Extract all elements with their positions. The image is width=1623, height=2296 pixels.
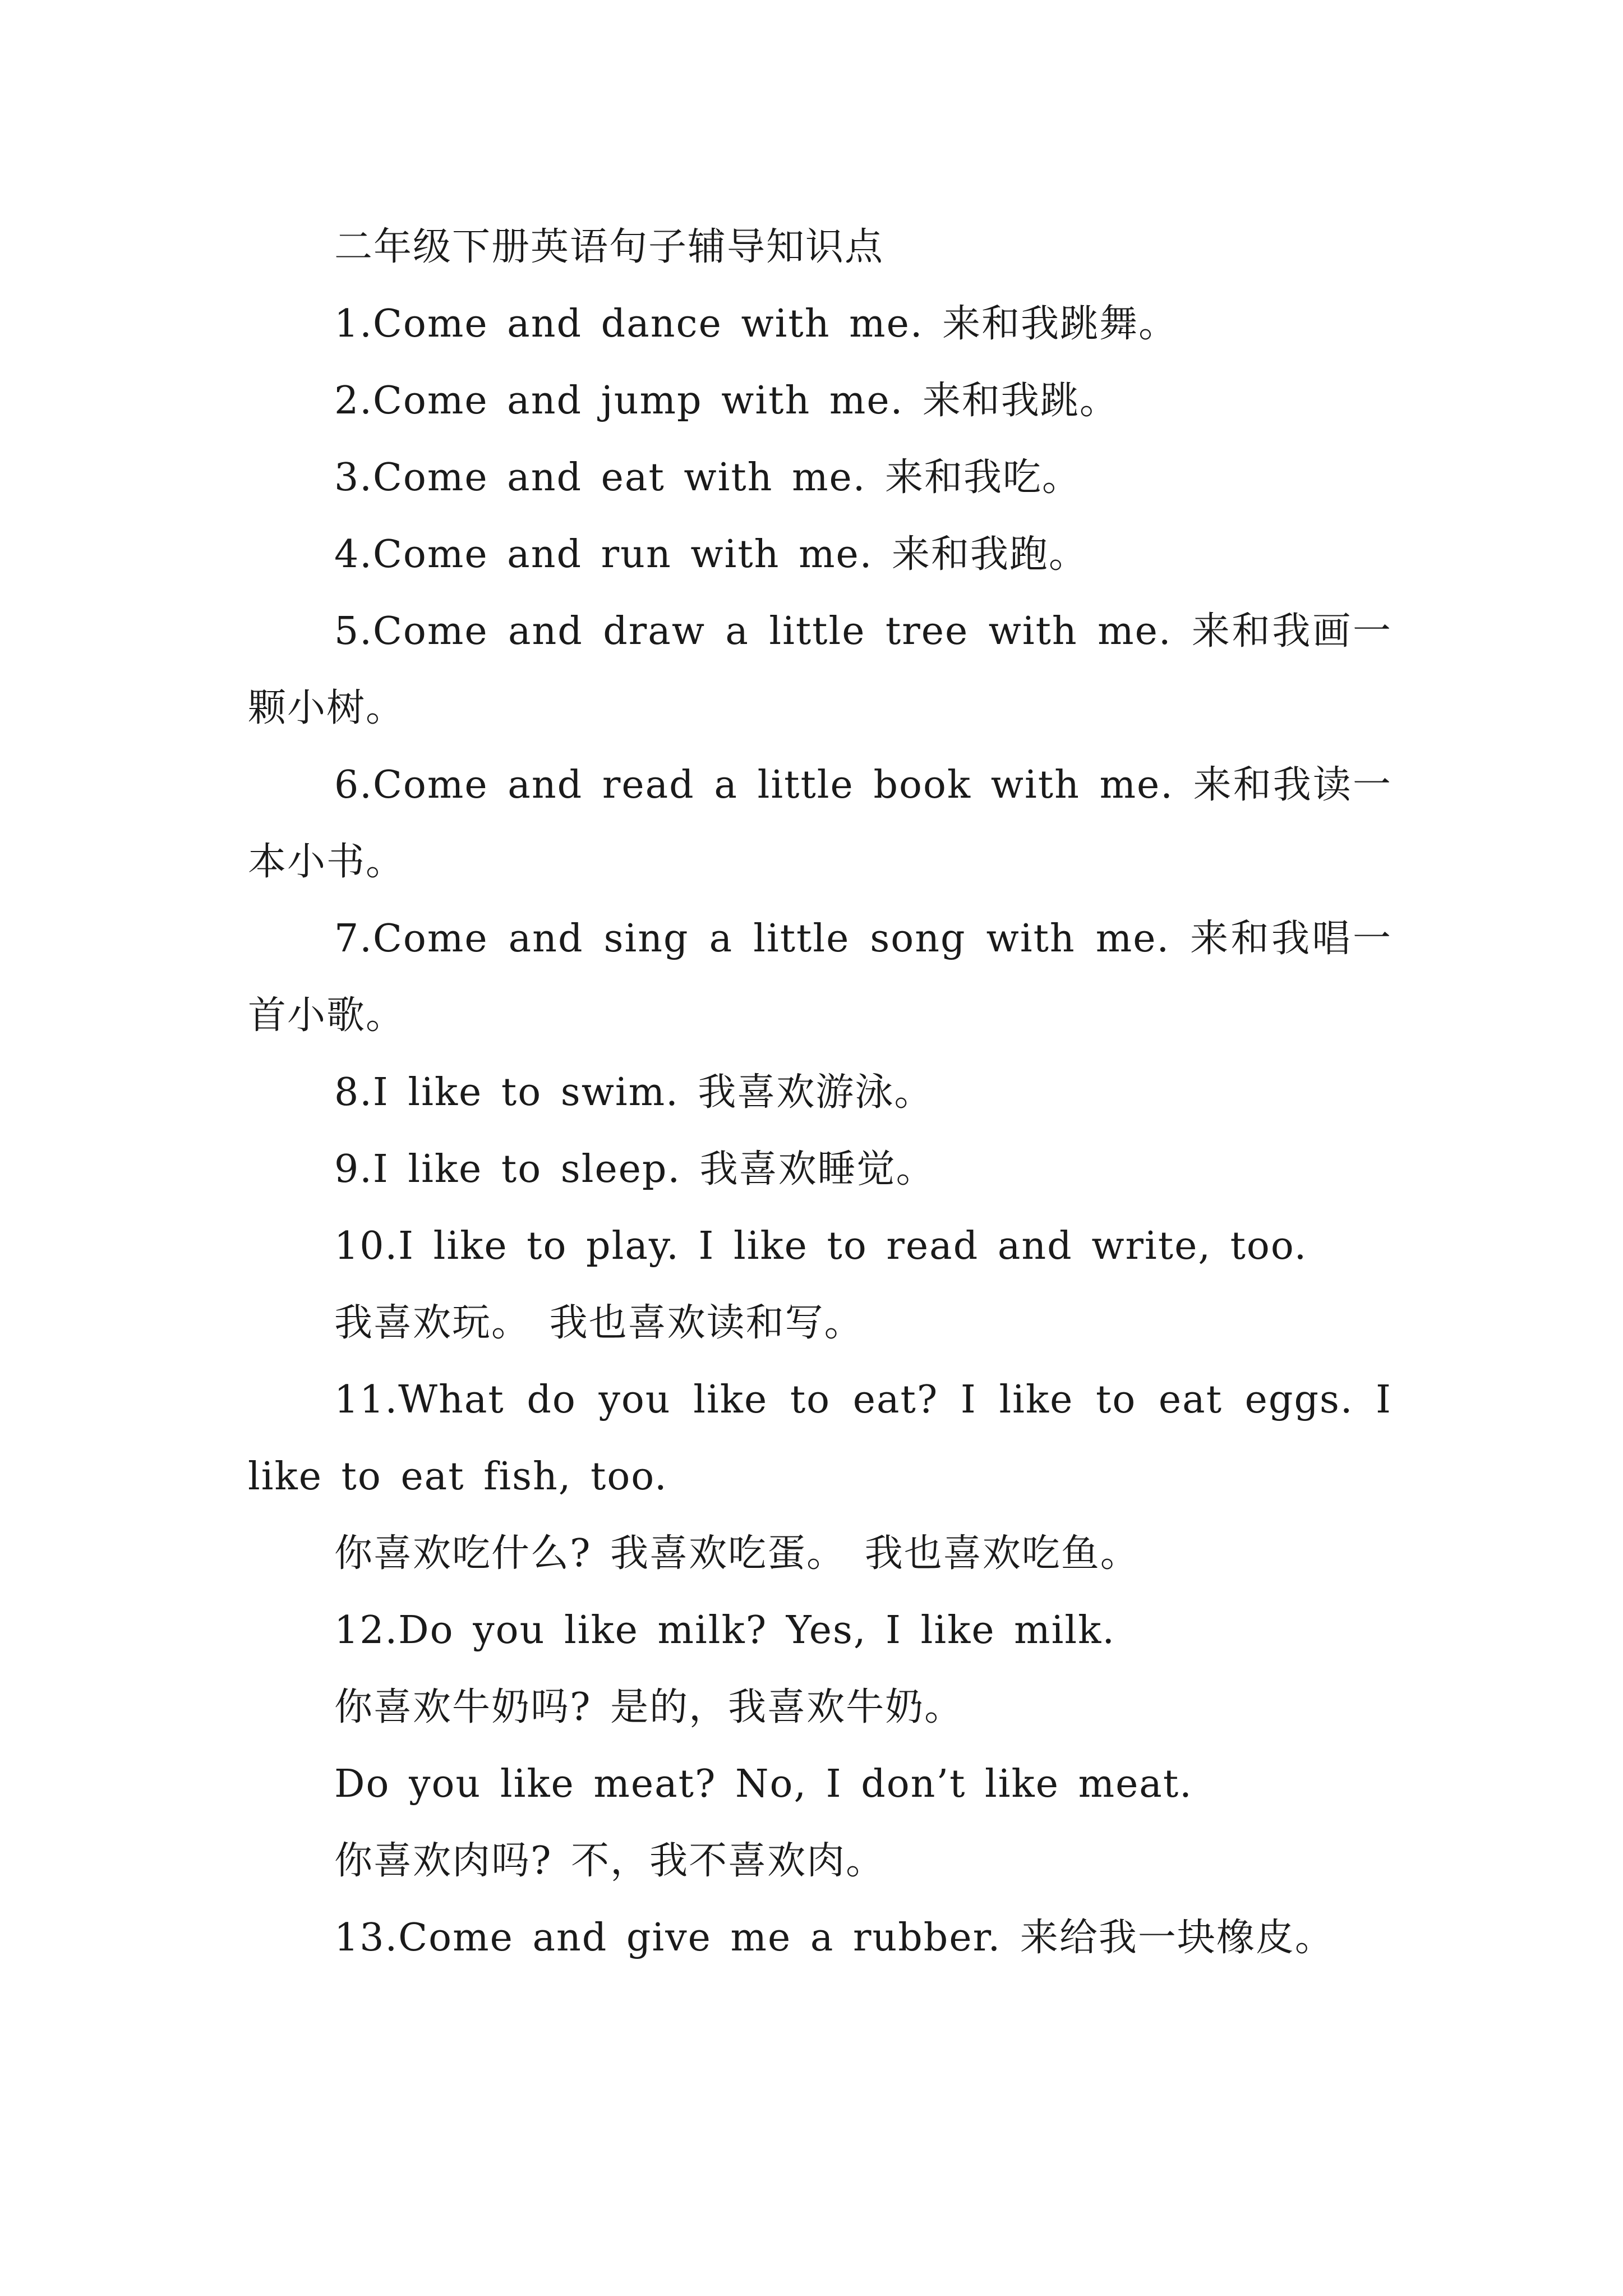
sentence-10: 10.I like to play. I like to read and write, too. (334, 1224, 1308, 1268)
sentence-7: 7.Come and sing a little song with me. 来和我唱一首小歌。 (248, 917, 1392, 1038)
sentence-9: 9.I like to sleep. 我喜欢睡觉。 (334, 1147, 935, 1191)
sentence-8: 8.I like to swim. 我喜欢游泳。 (334, 1070, 934, 1115)
sentence-6: 6.Come and read a little book with me. 来和我读一本小书。 (248, 763, 1392, 884)
sentence-13: 13.Come and give me a rubber. 来给我一块橡皮。 (334, 1916, 1334, 1960)
sentence-3: 3.Come and eat with me. 来和我吃。 (334, 455, 1082, 500)
sentence-12b: Do you like meat? No, I don’t like meat. (334, 1762, 1193, 1806)
sentence-12: 12.Do you like milk? Yes, I like milk. (334, 1608, 1115, 1653)
sentence-11: 11.What do you like to eat? I like to eat eggs. I like to eat fish, too. (248, 1378, 1392, 1499)
translation-11: 你喜欢吃什么? 我喜欢吃蛋。 我也喜欢吃鱼。 (334, 1531, 1140, 1576)
translation-12: 你喜欢牛奶吗? 是的，我喜欢牛奶。 (334, 1685, 964, 1729)
sentence-4: 4.Come and run with me. 来和我跑。 (334, 532, 1089, 577)
document-title: 二年级下册英语句子辅导知识点 (334, 225, 884, 269)
translation-12b: 你喜欢肉吗? 不，我不喜欢肉。 (334, 1839, 886, 1883)
document-body (248, 209, 1392, 1976)
sentence-1: 1.Come and dance with me. 来和我跳舞。 (334, 302, 1178, 346)
translation-10: 我喜欢玩。 我也喜欢读和写。 (334, 1301, 864, 1345)
sentence-2: 2.Come and jump with me. 来和我跳。 (334, 379, 1119, 423)
sentence-5: 5.Come and draw a little tree with me. 来和我画一颗小树。 (248, 609, 1392, 730)
